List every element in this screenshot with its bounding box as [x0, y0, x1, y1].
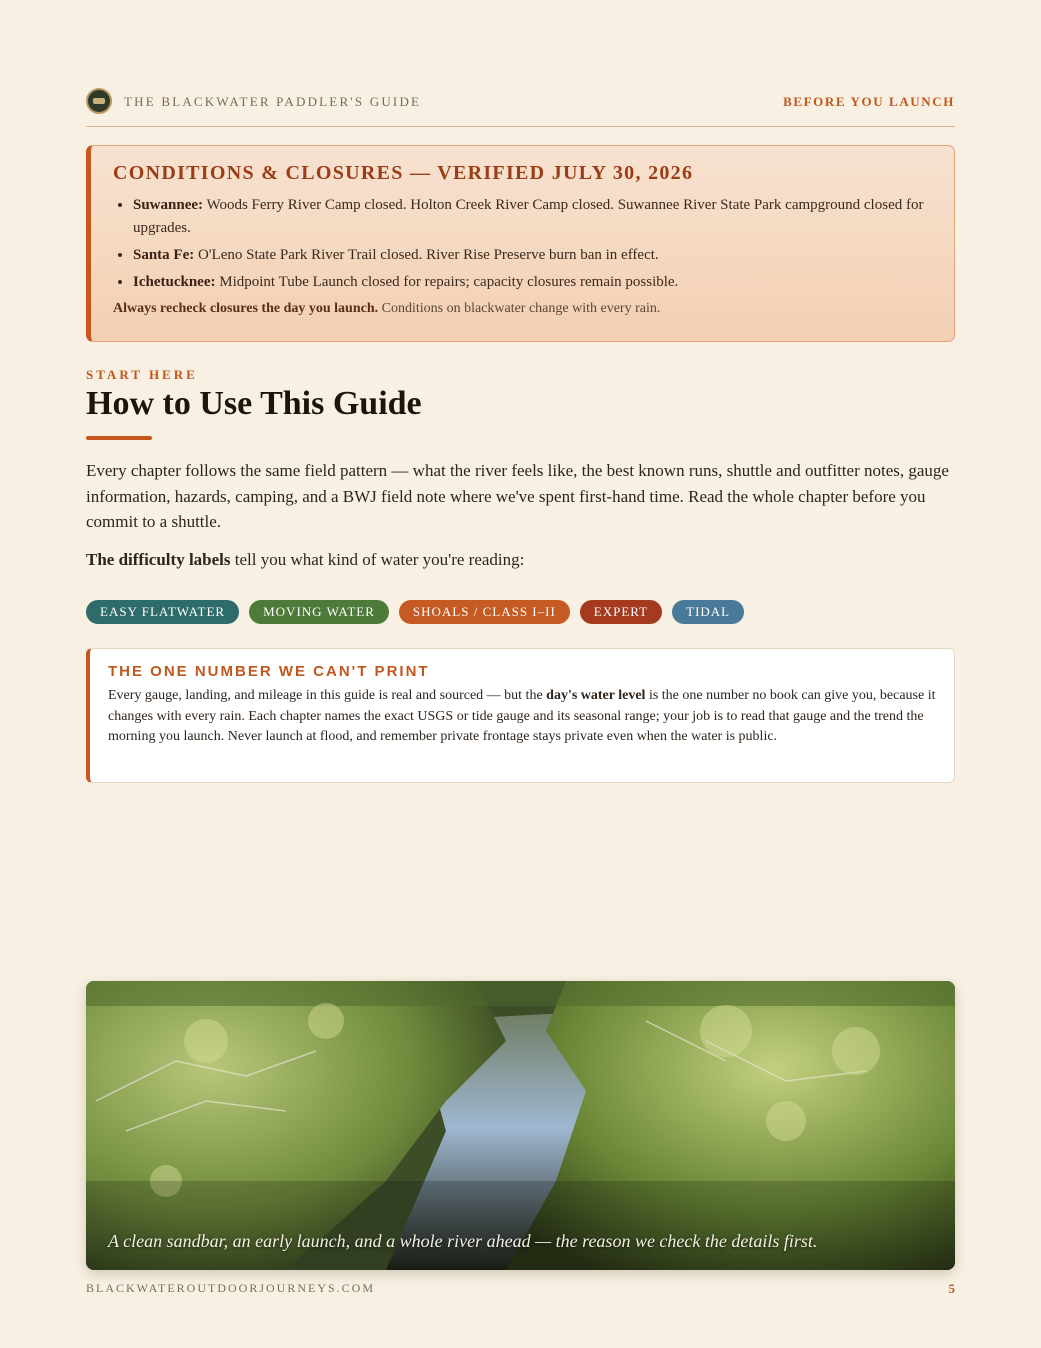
river-photo [86, 981, 955, 1270]
conditions-footnote [113, 301, 934, 317]
page-header [86, 88, 955, 127]
page-number: 5 [948, 1281, 955, 1296]
closure-item-suwannee [133, 194, 934, 240]
closure-item-santa-fe [133, 244, 934, 267]
label-shoals: SHOALS / CLASS I–II [399, 600, 570, 624]
title-underline [86, 436, 152, 440]
difficulty-intro-text: tell you what kind of water you're reading: [230, 550, 525, 569]
recheck-warning: Always recheck closures the day you launch. [113, 301, 379, 316]
label-expert: EXPERT [580, 600, 662, 624]
footer-site: BLACKWATEROUTDOORJOURNEYS.COM [86, 1281, 376, 1295]
label-easy-flatwater: EASY FLATWATER [86, 600, 239, 624]
closures-list [113, 194, 934, 294]
note-title: THE ONE NUMBER WE CAN'T PRINT [108, 663, 430, 680]
note-text-end: is the one number no book can give you, because it changes with every rain. Each chapter names the exact USGS or tide gauge and its seasonal range; your job is to read that gauge and the trend the morning you launch. Never launch at flood, and remember private frontage stays private even when the water is public. [108, 688, 936, 744]
page-title: How to Use This Guide [86, 385, 422, 422]
guide-brand: THE BLACKWATER PADDLER'S GUIDE [124, 94, 422, 109]
intro-paragraph: Every chapter follows the same field pattern — what the river feels like, the best known runs, shuttle and outfitter notes, gauge information, hazards, camping, and a BWJ field note where we've spent first-hand time. Read the whole chapter before you commit to a shuttle. [86, 461, 949, 531]
river-name: Santa Fe: [133, 247, 195, 263]
conditions-footnote-text: Conditions on blackwater change with every rain. [378, 301, 661, 316]
paddler-seal-icon [86, 88, 112, 114]
difficulty-labels [86, 600, 744, 624]
section-kicker: START HERE [86, 367, 198, 382]
closure-text: O'Leno State Park River Trail closed. River Rise Preserve burn ban in effect. [194, 247, 659, 263]
river-photo-illustration [86, 981, 955, 1270]
river-name: Suwannee: [133, 197, 204, 213]
guide-page [86, 0, 955, 1348]
difficulty-intro [86, 550, 524, 570]
label-moving-water: MOVING WATER [249, 600, 389, 624]
river-name: Ichetucknee: [133, 274, 216, 290]
note-emphasis: day's water level [546, 688, 646, 703]
conditions-title: CONDITIONS & CLOSURES — VERIFIED JULY 30, 2026 [113, 162, 694, 184]
closure-text: Woods Ferry River Camp closed. Holton Creek River Camp closed. Suwannee River State Park campground closed for upgrades. [133, 197, 924, 236]
label-tidal: TIDAL [672, 600, 744, 624]
photo-caption: A clean sandbar, an early launch, and a whole river ahead — the reason we check the details first. [108, 1231, 818, 1251]
water-level-note [86, 648, 955, 783]
note-text [108, 686, 936, 748]
closure-item-ichetucknee [133, 271, 934, 294]
closure-text: Midpoint Tube Launch closed for repairs; capacity closures remain possible. [215, 274, 679, 290]
note-text-start: Every gauge, landing, and mileage in this guide is real and sourced — but the [108, 688, 547, 703]
conditions-box [86, 145, 955, 342]
difficulty-intro-bold: The difficulty labels [86, 550, 231, 569]
section-tag: BEFORE YOU LAUNCH [783, 94, 955, 109]
